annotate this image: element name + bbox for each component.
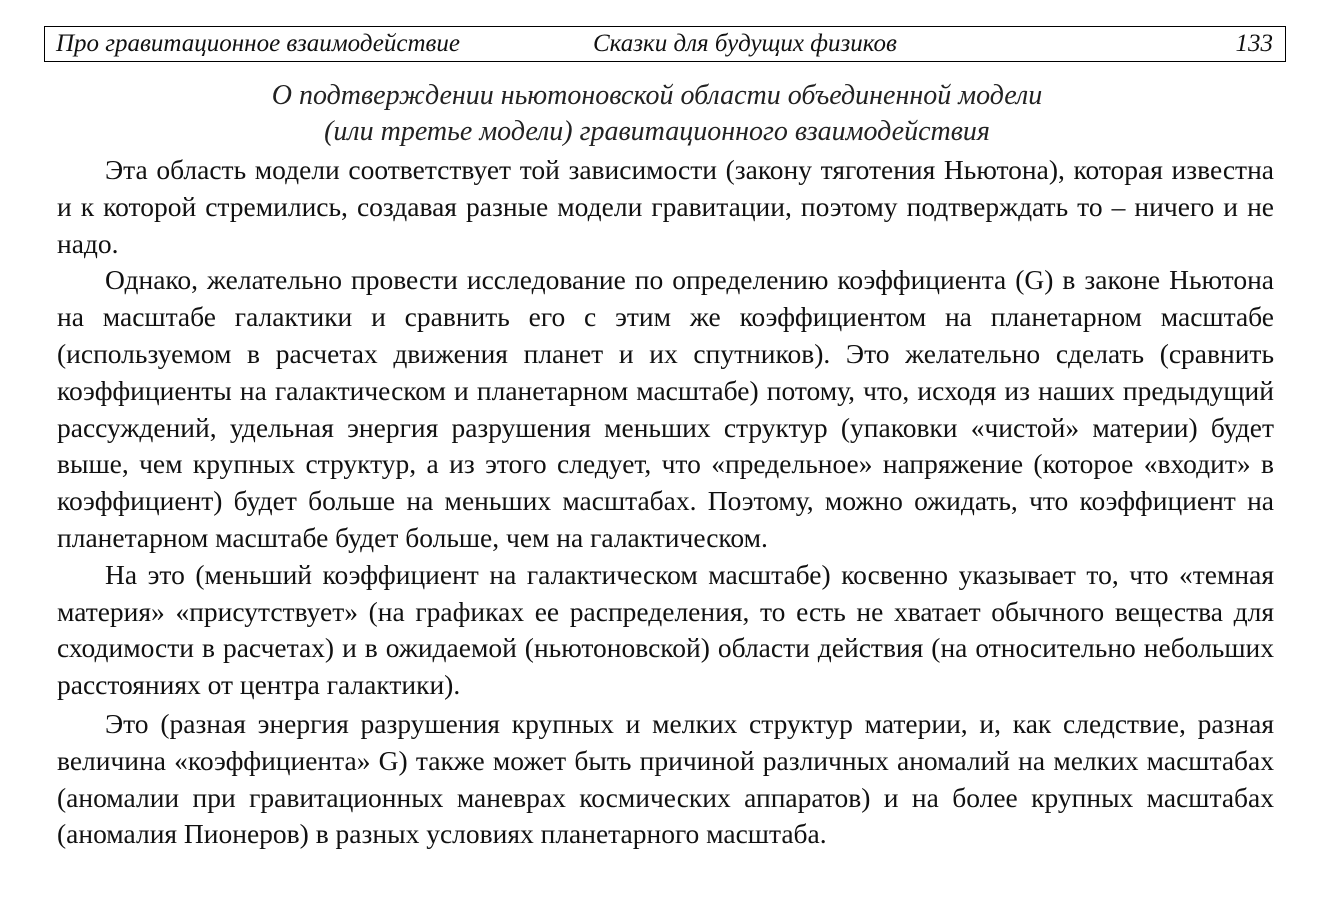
body-text [57,152,1274,853]
page-number: 133 [1235,30,1273,57]
header-chapter-title: Про гравитационное взаимодействие [56,30,460,57]
running-header [44,26,1286,62]
paragraph: Это (разная энергия разрушения крупных и мелких структур материи, и, как следствие, разная величина «коэффициента» G) также может быть причиной различных аномалий на мелких масштабах (аномалии при гравитационных маневрах космических аппаратов) и на более крупных масштабах (аномалия Пионеров) в разных условиях планетарного масштаба. [57,707,1274,850]
section-title-line-2: (или третье модели) гравитационного взаимодействия [324,116,990,147]
header-book-title: Сказки для будущих физиков [593,30,897,57]
paragraph: На это (меньший коэффициент на галактическом масштабе) косвенно указывает то, что «темная материя» «присутствует» (на графиках ее распределения, то есть не хватает обычного вещества для сходимости в расчетах) и в ожидаемой (ньютоновской) области действия (на относительно небольших расстояниях от центра галактики). [57,558,1274,701]
section-title [56,78,1258,150]
paragraph: Однако, желательно провести исследование по определению коэффициента (G) в законе Ньютона на масштабе галактики и сравнить его с этим же коэффициентом на планетарном масштабе (используемом в расчетах движения планет и их спутников). Это желательно сделать (сравнить коэффициенты на галактическом и планетарном масштабе) потому, что, исходя из наших предыдущий рассуждений, удельная энергия разрушения меньших структур (упаковки «чистой» материи) будет выше, чем крупных структур, а из этого следует, что «предельное» напряжение (которое «входит» в коэффициент) будет больше на меньших масштабах. Поэтому, можно ожидать, что коэффициент на планетарном масштабе будет больше, чем на галактическом. [57,264,1274,553]
paragraph: Эта область модели соответствует той зависимости (закону тяготения Ньютона), которая известна и к которой стремились, создавая разные модели гравитации, поэтому подтверждать то – ничего и не надо. [57,154,1274,259]
section-title-line-1: О подтверждении ньютоновской области объединенной модели [271,80,1043,111]
